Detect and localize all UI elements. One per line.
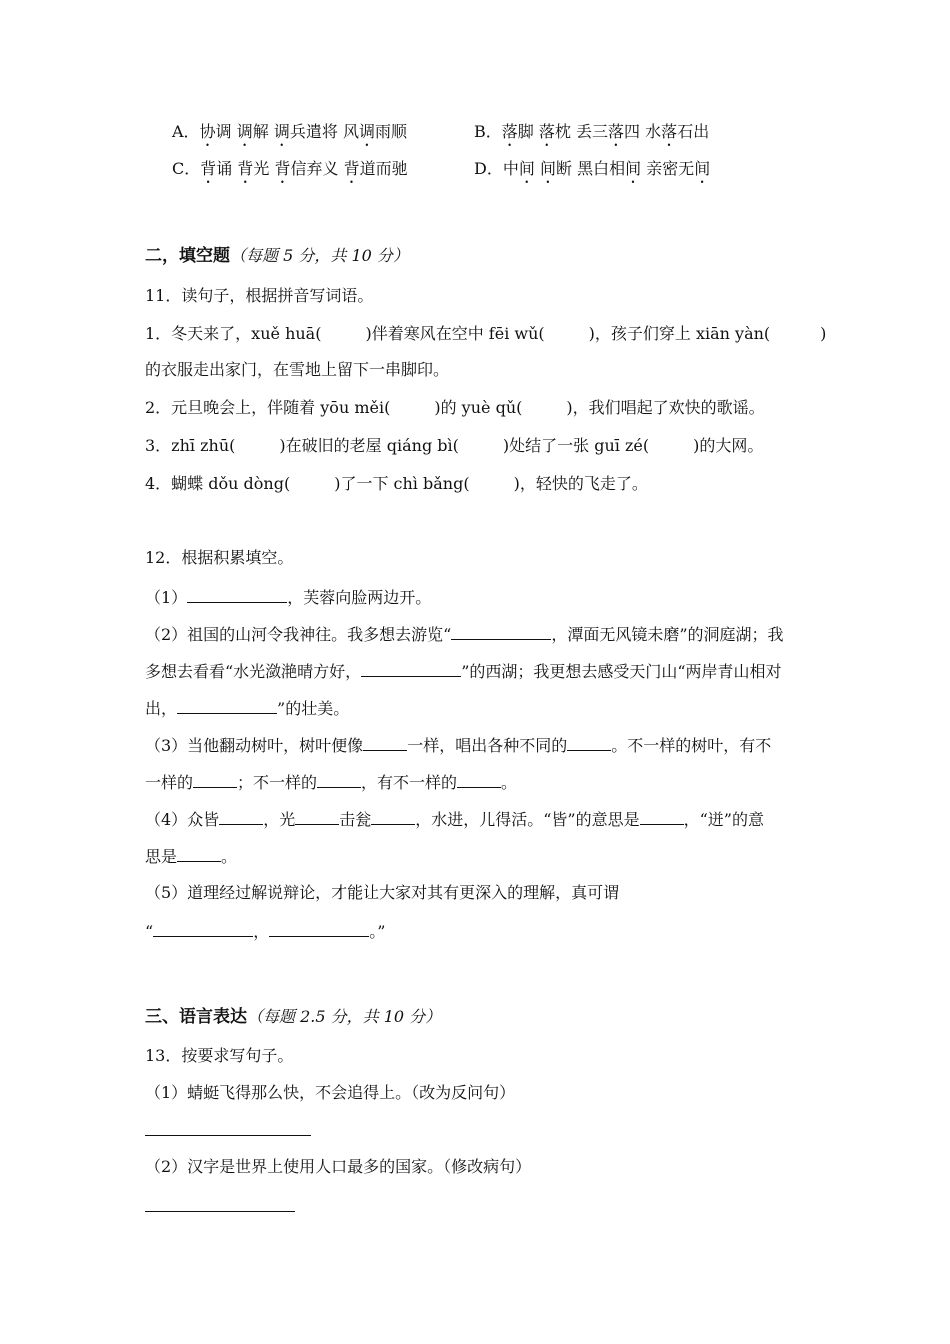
q12-item-2-line-2: 多想去看看“水光潋滟晴方好， ”的西湖；我更想去感受天门山“两岸青山相对	[145, 662, 782, 681]
option-d-word-4: 亲密无间	[646, 159, 711, 178]
q11-line-1: 1．冬天来了，xuě huā( )伴着寒风在空中 fēi wǔ( )，孩子们穿上 xiān yàn( )	[145, 324, 827, 343]
q11-line-2: 2．元旦晚会上，伴随着 yōu měi( )的 yuè qǔ( )，我们唱起了欢快的歌谣。	[145, 398, 765, 417]
q12-item-5-line-1: （5）道理经过解说辩论，才能让大家对其有更深入的理解，真可谓	[145, 883, 620, 902]
q11-line-4: 4．蝴蝶 dǒu dòng( )了一下 chì bǎng( )，轻快的飞走了。	[145, 474, 648, 493]
q11-line-1-continued: 的衣服走出家门，在雪地上留下一串脚印。	[145, 360, 450, 379]
answer-blank[interactable]	[153, 920, 253, 937]
answer-blank[interactable]	[317, 771, 361, 788]
option-a: A．协调 调解 调兵遣将 风调雨顺	[172, 122, 407, 141]
option-d-word-2: 间断	[539, 159, 572, 178]
answer-blank[interactable]	[567, 734, 611, 751]
option-d-word-3: 黑白相间	[577, 159, 642, 178]
q13-item-1: （1）蜻蜓飞得那么快，不会追得上。（改为反问句）	[145, 1083, 516, 1102]
answer-line-2[interactable]	[145, 1211, 295, 1212]
option-b-word-3: 丢三落四	[576, 122, 641, 141]
q13-stem: 13．按要求写句子。	[145, 1046, 294, 1065]
option-a-word-1: 协调	[199, 122, 232, 141]
option-a-word-3: 调兵遣将	[273, 122, 338, 141]
option-b-word-2: 落枕	[538, 122, 571, 141]
q12-item-2-line-3: 出， ”的壮美。	[145, 699, 350, 718]
section-3-heading	[145, 1007, 441, 1027]
answer-blank[interactable]	[457, 771, 501, 788]
answer-line-1[interactable]	[145, 1135, 311, 1136]
section-3-note: （每题 2.5 分，共 10 分）	[247, 1007, 442, 1026]
answer-blank[interactable]	[363, 734, 407, 751]
q11-stem: 11．读句子，根据拼音写词语。	[145, 286, 374, 305]
option-b: B．落脚 落枕 丢三落四 水落石出	[474, 122, 710, 141]
option-c-word-3: 背信弃义	[274, 159, 339, 178]
q12-item-2-line-1: （2）祖国的山河令我神往。我多想去游览“ ，潭面无风镜未磨”的洞庭湖；我	[145, 625, 784, 644]
option-b-word-1: 落脚	[501, 122, 534, 141]
option-c-word-2: 背光	[237, 159, 270, 178]
q12-item-4-line-2: 思是 。	[145, 847, 238, 866]
option-b-word-4: 水落石出	[645, 122, 710, 141]
q12-item-3-line-2: 一样的 ；不一样的 ，有不一样的 。	[145, 773, 518, 792]
answer-blank[interactable]	[371, 808, 415, 825]
q12-item-1: （1） ，芙蓉向脸两边开。	[145, 588, 432, 607]
q12-stem: 12．根据积累填空。	[145, 548, 294, 567]
answer-blank[interactable]	[177, 845, 221, 862]
option-c: C．背诵 背光 背信弃义 背道而驰	[172, 159, 408, 178]
option-d-word-1: 中间	[502, 159, 535, 178]
option-c-word-4: 背道而驰	[343, 159, 408, 178]
answer-blank[interactable]	[361, 660, 461, 677]
answer-blank[interactable]	[219, 808, 263, 825]
option-a-word-4: 风调雨顺	[342, 122, 407, 141]
section-2-heading	[145, 246, 409, 266]
q12-item-5-line-2: “ ， 。”	[145, 922, 386, 941]
answer-blank[interactable]	[295, 808, 339, 825]
section-2-title: 二，填空题	[145, 246, 230, 266]
answer-blank[interactable]	[269, 920, 369, 937]
answer-blank[interactable]	[451, 623, 551, 640]
option-c-word-1: 背诵	[200, 159, 233, 178]
answer-blank[interactable]	[640, 808, 684, 825]
q12-item-3-line-1: （3）当他翻动树叶，树叶便像 一样，唱出各种不同的 。不一样的树叶，有不	[145, 736, 772, 755]
answer-blank[interactable]	[187, 586, 287, 603]
answer-blank[interactable]	[177, 697, 277, 714]
answer-blank[interactable]	[193, 771, 237, 788]
q11-line-3: 3．zhī zhū( )在破旧的老屋 qiáng bì( )处结了一张 guī zé( )的大网。	[145, 436, 764, 455]
q13-item-2: （2）汉字是世界上使用人口最多的国家。（修改病句）	[145, 1157, 532, 1176]
section-3-title: 三、语言表达	[145, 1007, 247, 1027]
option-d: D．中间 间断 黑白相间 亲密无间	[474, 159, 711, 178]
section-2-note: （每题 5 分，共 10 分）	[230, 246, 409, 265]
option-a-word-2: 调解	[236, 122, 269, 141]
q12-item-4-line-1: （4）众皆 ，光 击瓮 ，水进，儿得活。“皆”的意思是 ，“迸”的意	[145, 810, 764, 829]
